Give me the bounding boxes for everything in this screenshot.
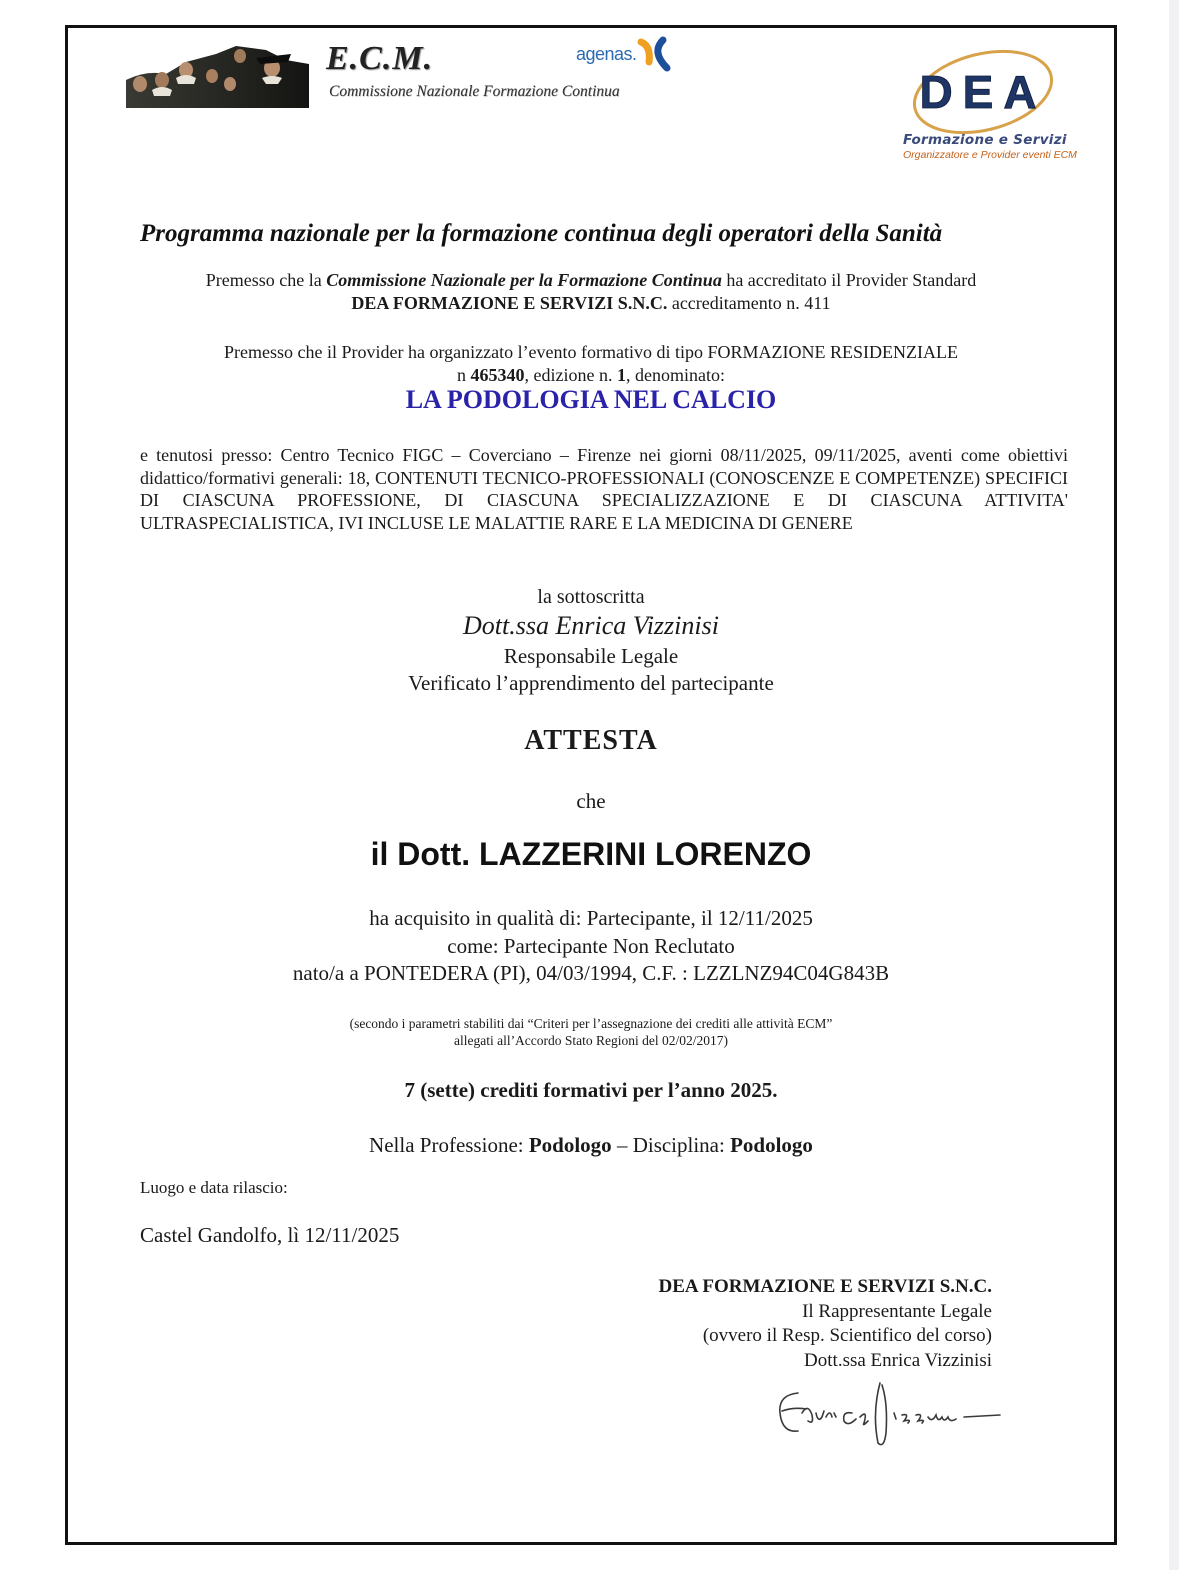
event-title: LA PODOLOGIA NEL CALCIO: [405, 385, 777, 414]
profession-value: Podologo: [528, 1133, 612, 1157]
ecm-subtitle: Commissione Nazionale Formazione Continua: [329, 83, 620, 100]
release-value: Castel Gandolfo, lì 12/11/2025: [140, 1223, 400, 1247]
certificate-frame: [65, 25, 1117, 1545]
edition-number: 1: [617, 365, 626, 385]
attesta-heading: ATTESTA: [524, 725, 658, 756]
agenas-mark-icon: [637, 36, 671, 72]
discipline-label: – Disciplina:: [611, 1133, 731, 1157]
accreditation-line-1: [68, 269, 1114, 292]
discipline-value: Podologo: [730, 1133, 813, 1157]
credits-line: 7 (sette) crediti formativi per l’anno 2025.: [404, 1078, 778, 1102]
signature-name: Dott.ssa Enrica Vizzinisi: [804, 1349, 992, 1371]
program-heading: Programma nazionale per la formazione continua degli operatori della Sanità: [140, 220, 943, 247]
event-number: 465340: [470, 365, 525, 385]
signatory-name: Dott.ssa Enrica Vizzinisi: [463, 611, 719, 640]
profession-line: [68, 1131, 1114, 1159]
signature-alt-role: (ovvero il Resp. Scientifico del corso): [702, 1325, 992, 1346]
ecm-painting-logo: [126, 40, 309, 108]
as-line: come: Partecipante Non Reclutato: [447, 934, 735, 958]
release-label: Luogo e data rilascio:: [140, 1178, 288, 1197]
viewer-scroll-edge: [1169, 0, 1179, 1570]
event-number-line: [68, 364, 1114, 387]
ecm-title: E.C.M.: [326, 40, 434, 77]
dea-subtagline: Organizzatore e Provider eventi ECM: [903, 149, 1077, 161]
provider-name: DEA FORMAZIONE E SERVIZI S.N.C.: [351, 293, 668, 313]
profession-label: Nella Professione:: [369, 1133, 529, 1157]
agenas-label: agenas.: [576, 43, 637, 64]
signatory-intro: la sottoscritta: [537, 586, 645, 608]
acquired-line: ha acquisito in qualità di: Partecipante, il 12/11/2025: [369, 906, 813, 930]
agenas-logo: [576, 36, 671, 72]
born-line: nato/a a PONTEDERA (PI), 04/03/1994, C.F. : LZZLNZ94C04G843B: [292, 961, 890, 985]
accreditation-line-2: [68, 292, 1114, 315]
event-number-prefix: n: [457, 365, 471, 385]
che-text: che: [576, 789, 606, 813]
criteria-line-1: (secondo i parametri stabiliti dai “Criteri per l’assegnazione dei crediti alle attività ECM”: [349, 1016, 833, 1031]
signature-role: Il Rappresentante Legale: [802, 1300, 992, 1322]
signature-company: DEA FORMAZIONE E SERVIZI S.N.C.: [658, 1276, 992, 1297]
commission-name: Commissione Nazionale per la Formazione Continua: [326, 270, 722, 290]
edition-prefix: , edizione n.: [524, 365, 617, 385]
signature-block: [659, 1275, 992, 1373]
event-details: e tenutosi presso: Centro Tecnico FIGC – Coverciano – Firenze nei giorni 08/11/2025, 09/11/2025, aventi come obiettivi didattico/formativi generali: 18, CONTENUTI TECNICO-PROFESSIONALI (CONOSCENZE E COMPETENZE) SPECIFICI DI CIASCUNA PROFESSIONE, DI CIASCUNA SPECIALIZZAZIONE E DI CIASCUNA ATTIVITA' ULTRASPECIALISTICA, IVI INCLUSE LE MALATTIE RARE E LA MEDICINA DI GENERE: [140, 445, 1068, 533]
signatory-role: Responsabile Legale: [503, 644, 679, 668]
criteria-line-2: allegati all’Accordo Stato Regioni del 02/02/2017): [453, 1033, 729, 1048]
participant-name: il Dott. LAZZERINI LORENZO: [370, 836, 812, 872]
accreditation-post: ha accreditato il Provider Standard: [721, 270, 977, 290]
accreditation-number: accreditamento n. 411: [667, 293, 831, 313]
event-intro: Premesso che il Provider ha organizzato l’evento formativo di tipo FORMAZIONE RESIDENZIALE: [223, 342, 959, 362]
dea-letters: DEA: [919, 66, 1047, 118]
accreditation-pre: Premesso che la: [205, 270, 327, 290]
handwritten-signature: [768, 1373, 1018, 1453]
signatory-verified: Verificato l’apprendimento del partecipante: [408, 671, 774, 695]
dea-tagline: Formazione e Servizi: [903, 132, 1067, 148]
edition-suffix: , denominato:: [626, 365, 725, 385]
